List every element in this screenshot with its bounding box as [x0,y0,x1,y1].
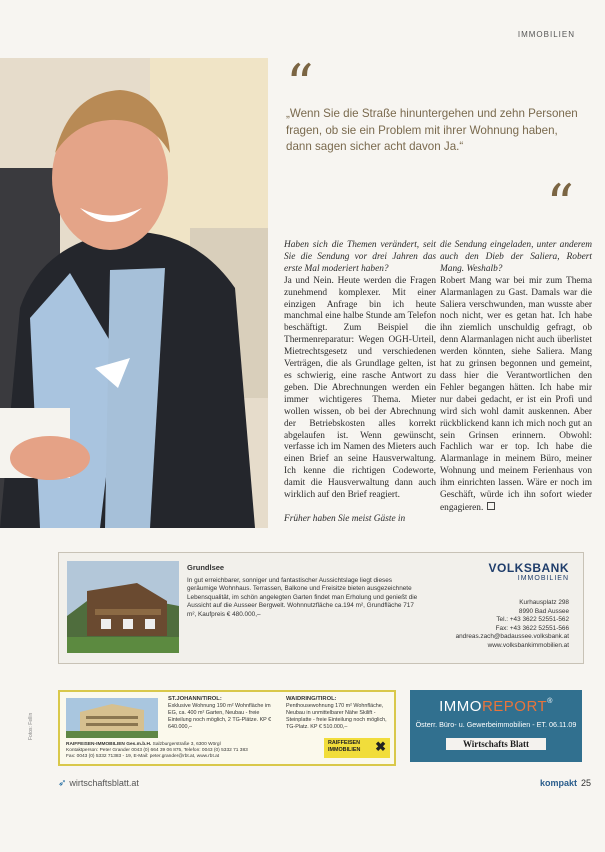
photo-credit: Fotos: Fellin [28,712,34,740]
company-address: Salzburgerstraße 3, 6300 Wörgl [152,742,221,747]
website-link[interactable]: www.volksbankimmobilien.at [487,641,569,649]
page-number: 25 [580,778,591,788]
fax: Fax: +43 3622 52551-566 [495,624,569,632]
listing-title: ST.JOHANN/TIROL: [168,696,222,702]
interview-answer [440,276,592,515]
logo-line: RAIFFEISEN [328,740,361,746]
house-photo [67,561,179,653]
section-tag: kompakt [539,778,577,788]
bird-logo-icon: ➶ [58,778,67,789]
listing-title: WAIDRING/TIROL: [286,696,337,702]
answer-text: Robert Mang war bei mir zum Thema Alarmanlagen zu Gast. Damals war die Saliera verschwunden, man wusste aber noch nicht, wer es getan hat. Ich habe ihn ziemlich unschuldig gefragt, ob denn Alarmanlagen nicht auch überlistet werden könnten, siehe Saliera. Mang hat zu grinsen begonnen und gemeint, dass hier die Verantwortlichen den Fehler begangen hätten. Ich habe mir nur dabei gedacht, er ist ein Profi und wird sich wohl damit auskennen. Aber rückblickend kann ich mich noch gut an sein Grinsen erinnern. Obwohl: Fachlich war er top. Ich habe die Alarmanlage in meinem Büro, meiner Wohnung und meinem Ferienhaus von ihm einrichten lassen. Wäre er noch im Geschäft, würde ich ihn sofort wieder engagieren. [440,275,592,513]
section-label: IMMOBILIEN [517,30,575,39]
raiffeisen-contact [66,742,306,760]
pull-quote [282,53,582,236]
title-part: REPORT [481,698,548,715]
company-name: RAIFFEISEN-IMMOBILIEN Ges.m.b.H. [66,742,152,747]
phone: Tel.: +43 3622 52551-562 [496,616,569,624]
interview-question: Früher haben Sie meist Gäste in [284,513,406,524]
immoreport-title [410,698,582,715]
site-url: wirtschaftsblatt.at [69,778,139,788]
title-part: IMMO [439,698,482,715]
ad-description: In gut erreichbarer, sonniger und fantastischer Aussichtslage liegt dieses geräumige Wohnhaus. Terrassen, Balkone und Freisitze bieten ausgezeichnete Lebensqualität, im schön angelegten Garten findet man Erholung und genießt die Aussicht auf die Ausseer Bergwelt. Wohnnutzfläche ca.194 m², Grundfläche 717 m², Kaufpreis € 480.000,– [187,577,418,618]
immoreport-ad[interactable] [410,690,582,762]
email-link[interactable]: andreas.zach@badaussee.volksbank.at [455,633,569,641]
raiffeisen-logo [324,738,390,758]
logo-line: IMMOBILIEN [328,747,361,753]
listing-text: Penthousewohnung 170 m² Wohnfläche, Neubau in unmittelbarer Nähe Skilift - Steinplatte - freie Einteilung noch möglich, TG-Platz. KP € 510.000,– [286,703,387,730]
listing-st-johann [168,696,278,731]
address: Kurhausplatz 298 [519,599,569,606]
listing-text: Exklusive Wohnung 190 m² Wohnfläche im EG, ca. 400 m² Garten, Neubau - freie Einteilung noch möglich, 2 TG-Plätze. KP € 640.000,– [168,703,272,730]
volksbank-ad[interactable] [58,552,584,664]
city: 8990 Bad Aussee [518,607,569,615]
volksbank-contact [456,599,569,651]
open-quote-icon: “ [286,53,314,116]
registered-mark: ® [547,698,553,705]
article-column-left [284,240,436,526]
listing-waidring [286,696,390,731]
close-quote-icon: “ [546,173,574,236]
raiffeisen-ad[interactable] [58,690,396,766]
interview-photo [0,58,268,528]
contact-fax-email: Fax: 0043 (0) 5332 71383 - 19, E-Mail: peter.grander@rbt.at, www.rbt.at [66,754,220,759]
footer-page-info [540,778,591,788]
volksbank-name: VOLKSBANK [488,561,569,575]
immoreport-subtitle: Österr. Büro- u. Gewerbeimmobilien - ET. 06.11.09 [415,720,577,729]
end-mark-icon [487,502,495,510]
ad-title: Grundlsee [187,563,225,572]
interview-answer: Ja und Nein. Heute werden die Fragen zunehmend komplexer. Mit einer einzigen Anfrage bin ich heute manchmal eine halbe Stunde am Telefon beschäftigt. Zum Beispiel die Thermenreparatur: Wegen OGH-Urteil, Mietrechtsgesetz und verschiedenen Verträgen, die als Grundlage gelten, ist es schwierig, eine rasche Antwort zu geben. Die Abrechnungen werden ein immer wichtigeres Thema. Mieter wollen wissen, ob bei der Abrechnung der Betriebskosten alles korrekt abgelaufen ist. Wenn gewünscht, verfasse ich im Namen des Mieters auch einen Brief an seine Hausverwaltung. Ich kenne die richtigen Codeworte, damit die Hausverwaltung dann auch wirklich auf den Brief reagiert. [284,275,436,501]
volksbank-subtitle: IMMOBILIEN [517,575,569,582]
interview-question: Haben sich die Themen verändert, seit Sie die Sendung vor drei Jahren das erste Mal moderiert haben? [284,240,436,274]
footer-site[interactable] [58,778,139,789]
article-column-right [440,240,592,515]
building-photo [66,698,158,738]
pull-quote-text: „Wenn Sie die Straße hinuntergehen und zehn Personen fragen, ob sie ein Problem mit ihrer Wohnung haben, dann sagen sicher acht davon Ja.“ [286,107,578,153]
wirtschaftsblatt-logo: Wirtschafts Blatt [446,738,546,750]
raiffeisen-gable-icon: ✖ [375,739,386,754]
contact-person: Kontaktperson: Peter Grander 0043 (0) 664 39 06 875, Telefon: 0043 (0) 5332 71 383 [66,748,248,753]
volksbank-logo [488,561,569,582]
interview-question: die Sendung eingeladen, unter anderem auch den Dieb der Saliera, Robert Mang. Weshalb? [440,240,592,274]
